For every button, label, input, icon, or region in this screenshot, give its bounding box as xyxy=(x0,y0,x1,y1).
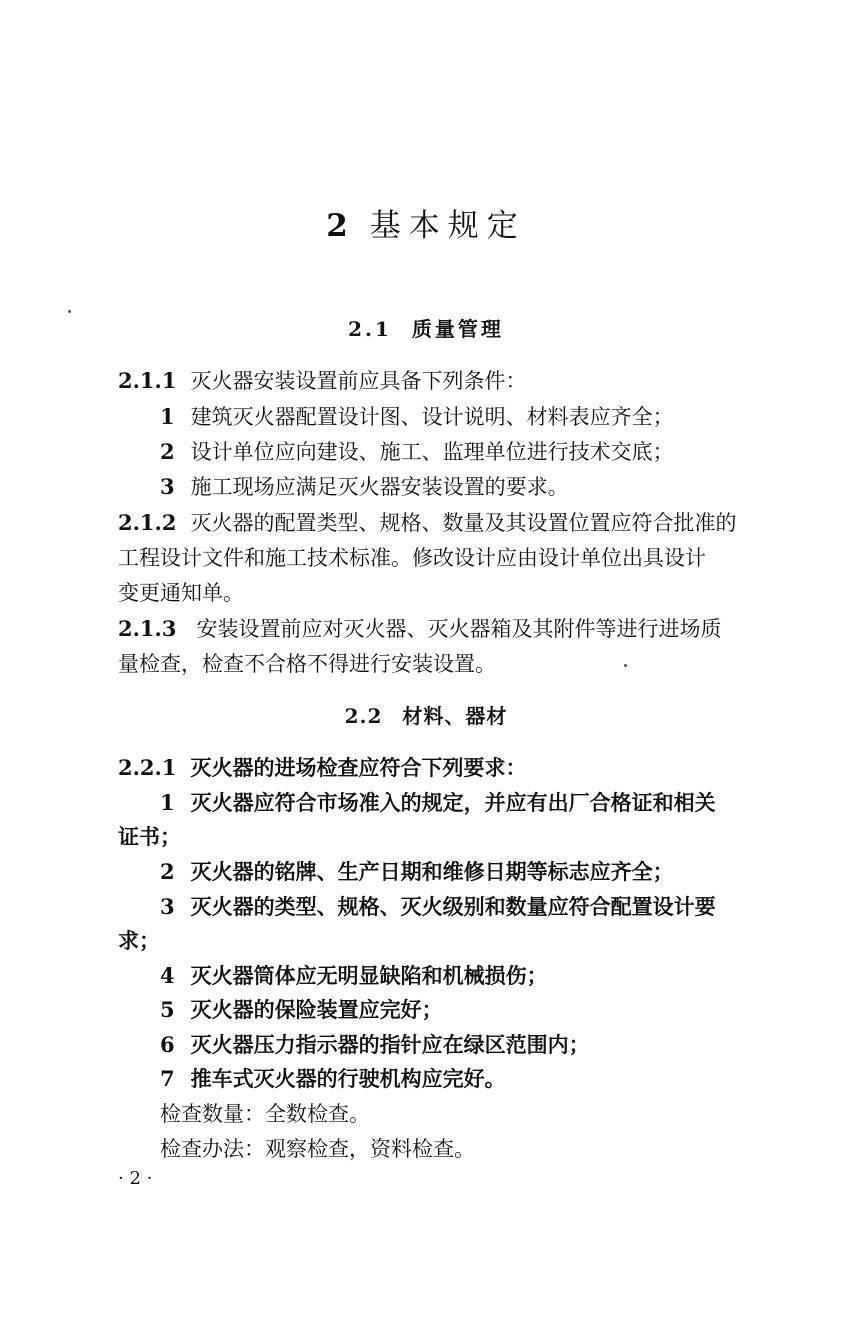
item-text: 灭火器的铭牌、生产日期和维修日期等标志应齐全； xyxy=(190,859,674,884)
list-item xyxy=(160,961,548,991)
item-text: 推车式灭火器的行驶机构应完好。 xyxy=(190,1066,506,1091)
check-quantity: 检查数量：全数检查。 xyxy=(160,1102,370,1126)
item-text: 设计单位应向建设、施工、监理单位进行技术交底； xyxy=(190,440,674,464)
item-number: 5 xyxy=(160,997,175,1022)
section-title xyxy=(0,314,852,344)
item-number: 7 xyxy=(160,1066,175,1091)
check-method: 检查办法：观察检查，资料检查。 xyxy=(160,1137,475,1161)
page-number: · 2 · xyxy=(118,1168,153,1189)
clause-2-1-2 xyxy=(118,508,736,538)
list-item xyxy=(160,472,569,502)
clause-number: 2.1.3 xyxy=(118,616,177,641)
clause-text-line: 变更通知单。 xyxy=(118,581,244,605)
section-number: 2.1 xyxy=(348,317,392,341)
section-number: 2.2 xyxy=(344,704,383,728)
item-text: 施工现场应满足灭火器安装设置的要求。 xyxy=(190,475,569,499)
item-text: 建筑灭火器配置设计图、设计说明、材料表应齐全； xyxy=(190,405,674,429)
item-text: 灭火器的保险装置应完好； xyxy=(190,997,443,1022)
list-item xyxy=(160,857,674,887)
item-continuation: 证书； xyxy=(118,824,181,849)
item-text: 灭火器压力指示器的指针应在绿区范围内； xyxy=(190,1032,590,1057)
item-text: 灭火器的类型、规格、灭火级别和数量应符合配置设计要 xyxy=(190,894,716,919)
item-text: 灭火器筒体应无明显缺陷和机械损伤； xyxy=(190,963,548,988)
clause-number: 2.2.1 xyxy=(118,755,177,780)
item-number: 2 xyxy=(160,859,175,884)
clause-number: 2.1.2 xyxy=(118,510,177,535)
clause-number: 2.1.1 xyxy=(118,368,177,393)
clause-text: 灭火器的进场检查应符合下列要求： xyxy=(190,755,527,780)
list-item xyxy=(160,402,674,432)
section-title xyxy=(0,701,852,731)
clause-2-1-3 xyxy=(118,614,721,644)
chapter-number: 2 xyxy=(326,208,356,244)
list-item xyxy=(160,788,716,818)
clause-text: 灭火器安装设置前应具备下列条件： xyxy=(190,369,527,393)
clause-text-line: 工程设计文件和施工技术标准。修改设计应由设计单位出具设计 xyxy=(118,546,706,570)
section-title-text: 材料、器材 xyxy=(402,704,508,728)
item-number: 4 xyxy=(160,963,175,988)
item-number: 6 xyxy=(160,1032,175,1057)
item-number: 3 xyxy=(160,894,175,919)
chapter-title xyxy=(0,204,852,248)
section-title-text: 质量管理 xyxy=(411,317,504,341)
scan-speck xyxy=(624,664,627,667)
clause-2-2-1 xyxy=(118,753,526,783)
item-continuation: 求； xyxy=(118,928,160,953)
chapter-title-text: 基本规定 xyxy=(369,208,526,244)
item-number: 1 xyxy=(160,404,175,429)
item-number: 1 xyxy=(160,790,175,815)
clause-text: 安装设置前应对灭火器、灭火器箱及其附件等进行进场质 xyxy=(196,617,722,641)
clause-text-line: 量检查，检查不合格不得进行安装设置。 xyxy=(118,652,496,676)
list-item xyxy=(160,892,716,922)
item-number: 3 xyxy=(160,474,175,499)
clause-2-1-1 xyxy=(118,366,526,396)
item-text: 灭火器应符合市场准入的规定，并应有出厂合格证和相关 xyxy=(190,790,716,815)
scan-speck xyxy=(68,310,71,313)
list-item xyxy=(160,437,674,467)
list-item xyxy=(160,995,443,1025)
list-item xyxy=(160,1030,590,1060)
list-item xyxy=(160,1064,506,1094)
item-number: 2 xyxy=(160,439,175,464)
clause-text: 灭火器的配置类型、规格、数量及其设置位置应符合批准的 xyxy=(190,511,737,535)
